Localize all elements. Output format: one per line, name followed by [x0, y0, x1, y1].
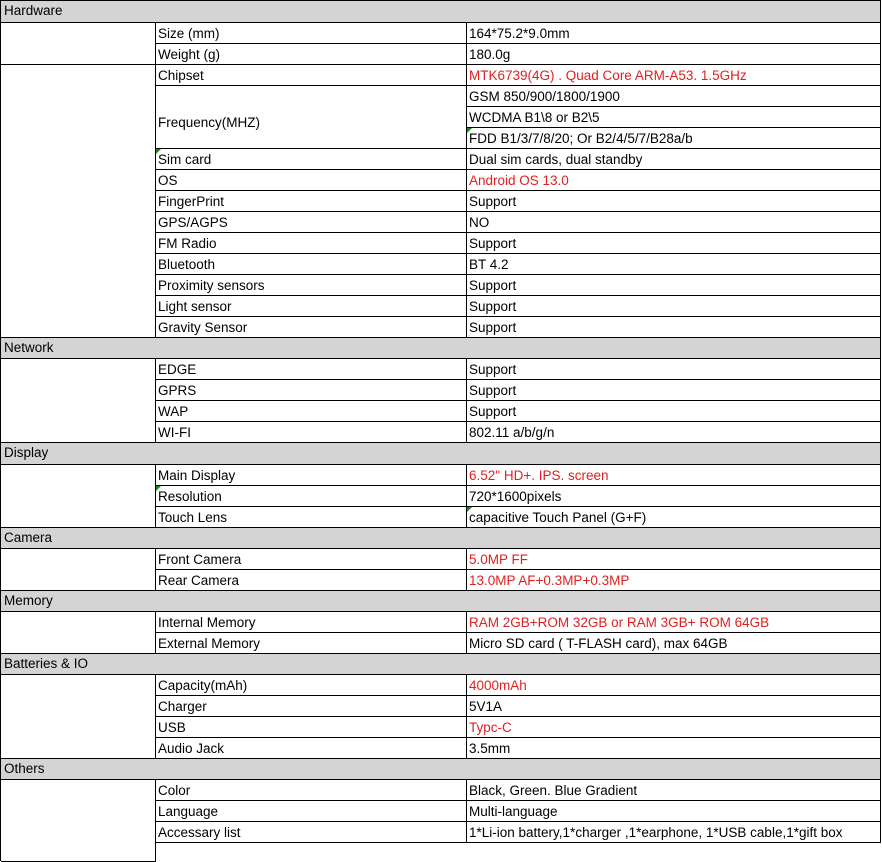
spec-label: FingerPrint: [158, 194, 225, 209]
spec-value: Black, Green. Blue Gradient: [469, 783, 638, 798]
label-cell-edge: [156, 359, 467, 380]
label-cell-accessary: [156, 822, 467, 843]
label-cell-touch-lens: [156, 507, 467, 528]
label-cell-proximity: [156, 275, 467, 296]
label-cell-language: [156, 801, 467, 822]
spec-label: Weight (g): [158, 47, 221, 62]
spec-value: Support: [469, 404, 517, 419]
spec-label: Light sensor: [158, 299, 232, 314]
spec-label: Gravity Sensor: [158, 320, 248, 335]
value-cell-front-camera: [467, 549, 881, 570]
spec-value: Support: [469, 320, 517, 335]
spec-label: Color: [158, 783, 191, 798]
spec-value: capacitive Touch Panel (G+F): [469, 510, 647, 525]
spec-value: Multi-language: [469, 804, 558, 819]
group-cell: [1, 359, 156, 443]
label-cell-external-memory: [156, 633, 467, 654]
label-cell-audio-jack: [156, 738, 467, 759]
value-cell-rear-camera: [467, 570, 881, 591]
spec-label: OS: [158, 173, 178, 188]
spec-value: 720*1600pixels: [469, 489, 562, 504]
label-cell-capacity: [156, 675, 467, 696]
spec-value: RAM 2GB+ROM 32GB or RAM 3GB+ ROM 64GB: [469, 615, 770, 630]
group-cell: [1, 465, 156, 528]
label-cell-color: [156, 780, 467, 801]
label-cell-wap: [156, 401, 467, 422]
label-cell-resolution: [156, 486, 467, 507]
value-cell-language: [467, 801, 881, 822]
section-label: Display: [4, 445, 49, 460]
value-cell-weight: [467, 44, 881, 65]
spec-value: FDD B1/3/7/8/20; Or B2/4/5/7/B28a/b: [469, 131, 693, 146]
label-cell-fm: [156, 233, 467, 254]
section-label: Batteries & IO: [4, 656, 89, 671]
value-cell-wifi: [467, 422, 881, 443]
label-cell-chipset: [156, 65, 467, 86]
spec-label: GPRS: [158, 383, 197, 398]
spec-label: WAP: [158, 404, 189, 419]
spec-value: MTK6739(4G) . Quad Core ARM-A53. 1.5GHz: [469, 68, 747, 83]
spec-value: 3.5mm: [469, 741, 511, 756]
value-cell-fm: [467, 233, 881, 254]
spec-value: Support: [469, 383, 517, 398]
section-label: Camera: [4, 530, 53, 545]
value-cell-usb: [467, 717, 881, 738]
label-cell-bluetooth: [156, 254, 467, 275]
section-hardware: [1, 1, 881, 23]
value-cell-internal-memory: [467, 612, 881, 633]
section-label: Network: [4, 340, 54, 355]
value-cell-fingerprint: [467, 191, 881, 212]
spec-value: Android OS 13.0: [469, 173, 569, 188]
spec-label: Capacity(mAh): [158, 678, 248, 693]
group-cell: [1, 780, 156, 862]
spec-value: Support: [469, 362, 517, 377]
spec-label: Main Display: [158, 468, 236, 483]
section-network: [1, 338, 881, 359]
spec-value: 802.11 a/b/g/n: [469, 425, 555, 440]
spec-label: WI-FI: [158, 425, 191, 440]
value-cell-capacity: [467, 675, 881, 696]
spec-label: Resolution: [158, 489, 222, 504]
spec-label: Proximity sensors: [158, 278, 265, 293]
spec-label: External Memory: [158, 636, 261, 651]
label-cell-gps: [156, 212, 467, 233]
spec-label: Language: [158, 804, 219, 819]
value-cell-touch-lens: [467, 507, 881, 528]
section-memory: [1, 591, 881, 612]
spec-value: Typc-C: [469, 720, 512, 735]
value-cell-charger: [467, 696, 881, 717]
value-cell-gravity: [467, 317, 881, 338]
label-cell-weight: [156, 44, 467, 65]
spec-label: Charger: [158, 699, 207, 714]
spec-label: Rear Camera: [158, 573, 240, 588]
spec-value: BT 4.2: [469, 257, 509, 272]
value-cell-accessary: [467, 822, 881, 843]
value-cell-color: [467, 780, 881, 801]
spec-value: Support: [469, 278, 517, 293]
spec-value: WCDMA B1\8 or B2\5: [469, 110, 600, 125]
section-camera: [1, 528, 881, 549]
section-batteries-io: [1, 654, 881, 675]
value-cell-size: [467, 23, 881, 44]
value-cell-light: [467, 296, 881, 317]
section-label: Hardware: [4, 3, 63, 18]
spec-label: Chipset: [158, 68, 204, 83]
label-cell-internal-memory: [156, 612, 467, 633]
value-cell-resolution: [467, 486, 881, 507]
label-cell-charger: [156, 696, 467, 717]
spec-label: Audio Jack: [158, 741, 225, 756]
value-cell-gsm: [467, 86, 881, 107]
spec-label: Internal Memory: [158, 615, 256, 630]
label-cell-main-display: [156, 465, 467, 486]
label-cell-rear-camera: [156, 570, 467, 591]
spec-label: Front Camera: [158, 552, 242, 567]
spec-value: 6.52" HD+. IPS. screen: [469, 468, 609, 483]
label-cell-wifi: [156, 422, 467, 443]
spec-value: Support: [469, 194, 517, 209]
spec-label: Frequency(MHZ): [158, 115, 261, 130]
spec-label: USB: [158, 720, 186, 735]
section-display: [1, 443, 881, 465]
spec-value: 164*75.2*9.0mm: [469, 26, 570, 41]
label-cell-usb: [156, 717, 467, 738]
group-cell: [1, 549, 156, 591]
label-cell-fingerprint: [156, 191, 467, 212]
value-cell-os: [467, 170, 881, 191]
spec-value: 5V1A: [469, 699, 503, 714]
spec-label: GPS/AGPS: [158, 215, 228, 230]
label-cell-sim: [156, 149, 467, 170]
spec-value: GSM 850/900/1800/1900: [469, 89, 620, 104]
label-cell-size: [156, 23, 467, 44]
value-cell-gprs: [467, 380, 881, 401]
value-cell-external-memory: [467, 633, 881, 654]
value-cell-proximity: [467, 275, 881, 296]
value-cell-bluetooth: [467, 254, 881, 275]
group-cell: [1, 65, 156, 338]
value-cell-chipset: [467, 65, 881, 86]
value-cell-audio-jack: [467, 738, 881, 759]
label-cell-light: [156, 296, 467, 317]
group-cell: [1, 23, 156, 65]
group-cell: [1, 675, 156, 759]
spec-label: EDGE: [158, 362, 197, 377]
label-cell-gravity: [156, 317, 467, 338]
spec-value: 180.0g: [469, 47, 511, 62]
spec-value: Support: [469, 299, 517, 314]
label-cell-os: [156, 170, 467, 191]
value-cell-gps: [467, 212, 881, 233]
spec-label: Bluetooth: [158, 257, 216, 272]
spec-label: Sim card: [158, 152, 212, 167]
value-cell-wap: [467, 401, 881, 422]
value-cell-sim: [467, 149, 881, 170]
spec-value: 1*Li-ion battery,1*charger ,1*earphone, 1*USB cable,1*gift box: [469, 825, 843, 840]
section-label: Memory: [4, 593, 53, 608]
spec-label: Accessary list: [158, 825, 241, 840]
spec-value: 5.0MP FF: [469, 552, 529, 567]
label-cell-front-camera: [156, 549, 467, 570]
spec-label: FM Radio: [158, 236, 217, 251]
value-cell-edge: [467, 359, 881, 380]
value-cell-wcdma: [467, 107, 881, 128]
spec-value: 4000mAh: [469, 678, 527, 693]
group-cell: [1, 612, 156, 654]
spec-value: 13.0MP AF+0.3MP+0.3MP: [469, 573, 630, 588]
spec-label: Touch Lens: [158, 510, 228, 525]
section-others: [1, 759, 881, 780]
label-cell-frequency: [156, 86, 467, 149]
spec-label: Size (mm): [158, 26, 220, 41]
spec-value: Dual sim cards, dual standby: [469, 152, 643, 167]
spec-value: Micro SD card ( T-FLASH card), max 64GB: [469, 636, 728, 651]
spec-value: NO: [469, 215, 490, 230]
value-cell-main-display: [467, 465, 881, 486]
value-cell-fdd: [467, 128, 881, 149]
section-label: Others: [4, 761, 45, 776]
label-cell-gprs: [156, 380, 467, 401]
spec-value: Support: [469, 236, 517, 251]
